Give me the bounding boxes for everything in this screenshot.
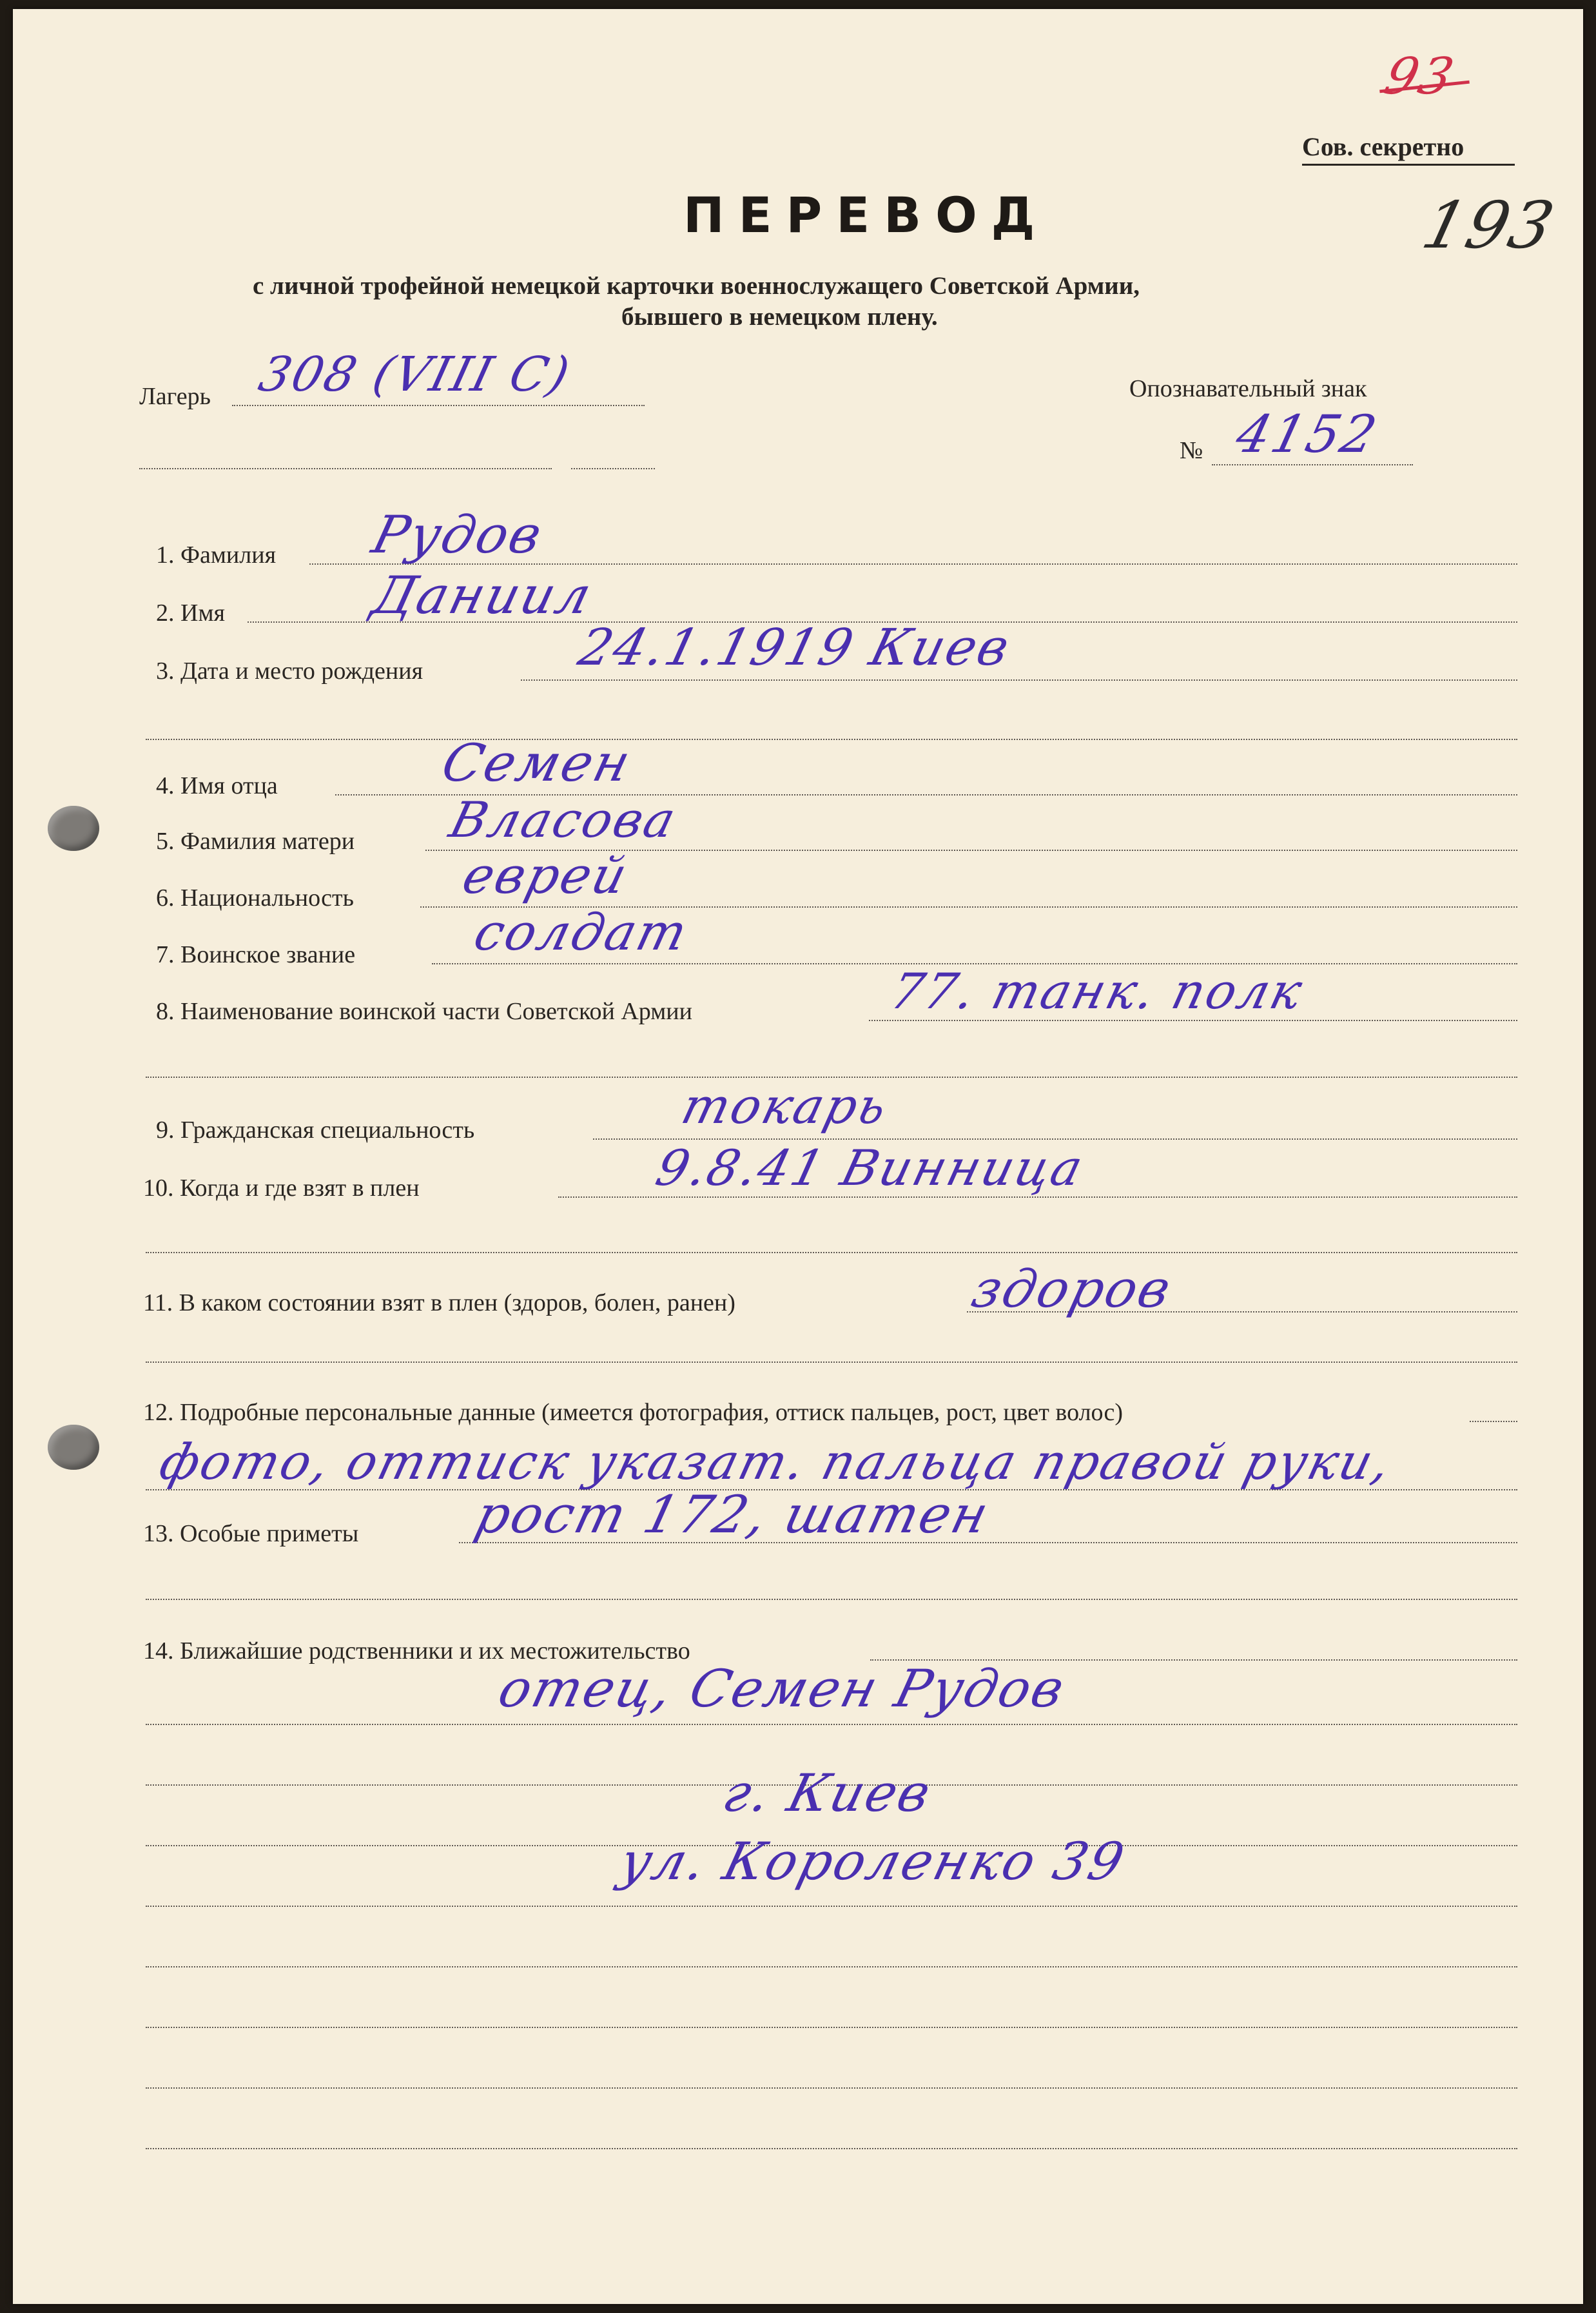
field-8-label: 8. Наименование воинской части Советской Армии bbox=[156, 998, 692, 1025]
field-9-value: токарь bbox=[676, 1077, 895, 1135]
field-2-label: 2. Имя bbox=[156, 600, 225, 627]
document-sheet bbox=[13, 9, 1583, 2304]
field-10-extra-line bbox=[146, 1252, 1517, 1253]
id-tag-value: 4152 bbox=[1230, 404, 1385, 464]
field-7-value: солдат bbox=[468, 904, 695, 962]
field-9-label: 9. Гражданская специальность bbox=[156, 1117, 475, 1144]
field-14-value-line2: г. Киев bbox=[717, 1763, 939, 1823]
field-11-label: 11. В каком состоянии взят в плен (здоров, болен, ранен) bbox=[143, 1289, 735, 1316]
field-10-line bbox=[558, 1196, 1517, 1198]
classification-underline bbox=[1302, 164, 1515, 166]
id-tag-line bbox=[1212, 464, 1413, 465]
field-14-extra-line-1 bbox=[146, 1724, 1517, 1725]
field-14-value-line3: ул. Короленко 39 bbox=[614, 1831, 1132, 1891]
field-6-label: 6. Национальность bbox=[156, 884, 354, 912]
field-5-label: 5. Фамилия матери bbox=[156, 828, 355, 855]
field-10-label: 10. Когда и где взят в плен bbox=[143, 1175, 420, 1202]
field-3-extra-line bbox=[146, 739, 1517, 740]
field-14-extra-line-7 bbox=[146, 2087, 1517, 2089]
field-14-extra-line-4 bbox=[146, 1906, 1517, 1907]
field-1-label: 1. Фамилия bbox=[156, 542, 277, 569]
red-archive-number: 93 bbox=[1378, 48, 1461, 106]
field-8-line bbox=[869, 1020, 1517, 1021]
field-14-extra-line-6 bbox=[146, 2027, 1517, 2028]
camp-value: 308 (VIII C) bbox=[253, 347, 577, 402]
field-12-line bbox=[1470, 1421, 1517, 1422]
id-tag-label: Опознавательный знак bbox=[1129, 375, 1367, 402]
field-2-value: Даниил bbox=[366, 565, 599, 625]
field-3-line bbox=[521, 679, 1517, 681]
field-1-value: Рудов bbox=[366, 505, 550, 565]
page-number: 193 bbox=[1415, 188, 1563, 263]
camp-extra-line-a bbox=[139, 468, 552, 469]
field-10-value: 9.8.41 Винница bbox=[650, 1139, 1091, 1196]
field-12-label: 12. Подробные персональные данные (имеется фотография, оттиск пальцев, рост, цвет волос) bbox=[143, 1399, 1123, 1426]
field-13-value: рост 172, шатен bbox=[469, 1485, 997, 1545]
field-13-label: 13. Особые приметы bbox=[143, 1520, 359, 1547]
field-11-extra-line bbox=[146, 1361, 1517, 1363]
field-14-extra-line-5 bbox=[146, 1966, 1517, 1967]
field-4-value: Семен bbox=[436, 733, 638, 793]
classification-mark: Сов. секретно bbox=[1302, 132, 1465, 161]
field-14-label: 14. Ближайшие родственники и их местожительство bbox=[143, 1637, 690, 1664]
field-5-value: Власова bbox=[444, 791, 683, 848]
field-14-value-line1: отец, Семен Рудов bbox=[492, 1659, 1072, 1719]
field-3-label: 3. Дата и место рождения bbox=[156, 658, 423, 685]
field-7-label: 7. Воинское звание bbox=[156, 941, 356, 968]
camp-line bbox=[232, 405, 645, 406]
field-3-value: 24.1.1919 Киев bbox=[572, 619, 1017, 677]
camp-extra-line-b bbox=[571, 468, 655, 469]
camp-label: Лагерь bbox=[139, 383, 211, 410]
field-6-value: еврей bbox=[456, 847, 635, 905]
document-subtitle-line2: бывшего в немецком плену. bbox=[621, 303, 938, 331]
punch-hole-bottom bbox=[48, 1425, 99, 1470]
punch-hole-top bbox=[48, 806, 99, 851]
field-12-value: фото, оттиск указат. пальца правой руки, bbox=[154, 1433, 1399, 1490]
field-8-value: 77. танк. полк bbox=[885, 962, 1310, 1020]
document-subtitle-line1: с личной трофейной немецкой карточки военнослужащего Советской Армии, bbox=[253, 272, 1140, 300]
field-11-value: здоров bbox=[966, 1259, 1179, 1319]
field-14-extra-line-8 bbox=[146, 2148, 1517, 2149]
field-13-extra-line bbox=[146, 1599, 1517, 1600]
document-title: ПЕРЕВОД bbox=[683, 186, 1049, 244]
id-tag-no-label: № bbox=[1180, 437, 1203, 464]
field-4-label: 4. Имя отца bbox=[156, 772, 278, 799]
